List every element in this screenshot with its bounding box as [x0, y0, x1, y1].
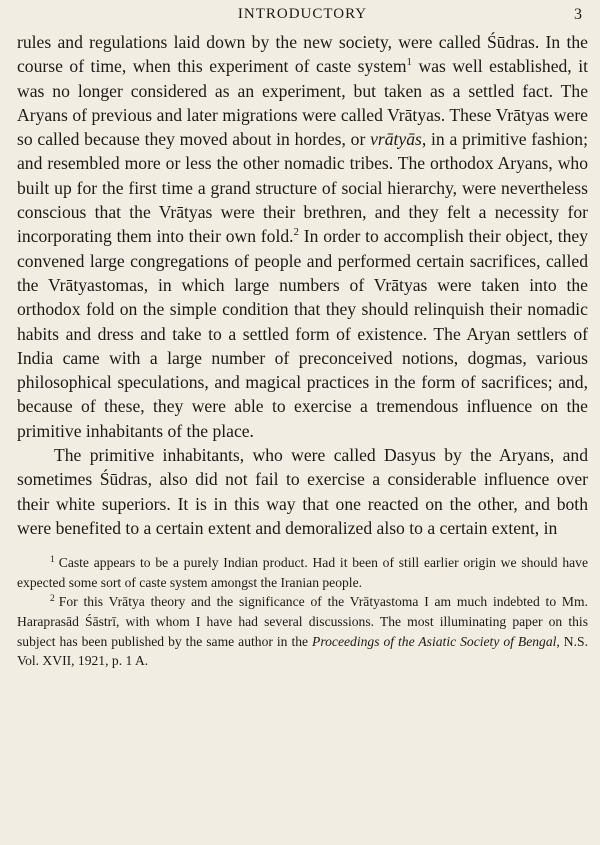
paragraph-1-text-a: rules and regulations laid down by the new society, were called Śūdras. In the course of time, when this experiment of caste system — [17, 32, 588, 77]
footnotes — [17, 553, 588, 671]
page-number: 3 — [574, 6, 582, 23]
italic-term-vratyas: vrātyās — [370, 129, 422, 150]
footnote-reference-1: 1 — [406, 56, 412, 69]
paragraph-1 — [17, 30, 588, 443]
paragraph-1-text-b: was well established, it was no longer considered as an experiment, but taken as a settled fact. The Aryans of previous and later migrations were called Vrātyas. These Vrātyas were so called because they moved about in hordes, or — [17, 56, 588, 150]
footnote-2 — [17, 592, 588, 670]
paragraph-1-text-c: , in a primitive fashion; and resembled more or less the other nomadic tribes. The orthodox Aryans, who built up for the first time a grand structure of social hierarchy, were nevertheless conscious that the Vrātyas were their brethren, and they felt a necessity for incorporating them into their own fold. — [17, 129, 588, 247]
footnote-1-mark: 1 — [50, 554, 55, 565]
footnote-2-text-b: , N.S. Vol. XVII, 1921, p. 1 A. — [17, 633, 588, 669]
paragraph-1-text-d: In order to accomplish their object, they convened large congregations of people and performed certain sacrifices, called the Vrātyastomas, in which large numbers of Vrātyas were taken into the orthodox fold on the simple condition that they should relinquish their nomadic habits and dress and take to a settled form of existence. The Aryan settlers of India came with a large number of preconceived notions, dogmas, various philosophical speculations, and magical practices in the form of sacrifices; and, because of these, they were able to exercise a tremendous influence on the primitive inhabitants of the place. — [17, 226, 589, 441]
footnote-reference-2: 2 — [293, 226, 299, 239]
footnote-1 — [17, 553, 588, 592]
running-title: INTRODUCTORY — [237, 6, 368, 22]
footnote-2-text-a: For this Vrātya theory and the significance of the Vrātyastoma I am much indebted to Mm. Haraprasād Śāstrī, with whom I have had several discussions. The most illuminating paper on this subject has been published by the same author in the — [17, 594, 588, 649]
running-head — [17, 0, 588, 30]
body-text — [17, 30, 588, 540]
footnote-2-mark: 2 — [50, 593, 55, 604]
footnote-1-text: Caste appears to be a purely Indian product. Had it been of still earlier origin we should have expected some sort of caste system amongst the Iranian people. — [17, 555, 588, 590]
footnote-2-journal-title: Proceedings of the Asiatic Society of Bengal — [312, 633, 557, 649]
paragraph-2: The primitive inhabitants, who were called Dasyus by the Aryans, and sometimes Śūdras, also did not fail to exercise a considerable influence over their white superiors. It is in this way that one reacted on the other, and both were benefited to a certain extent and demoralized also to a certain extent, in — [17, 445, 588, 538]
